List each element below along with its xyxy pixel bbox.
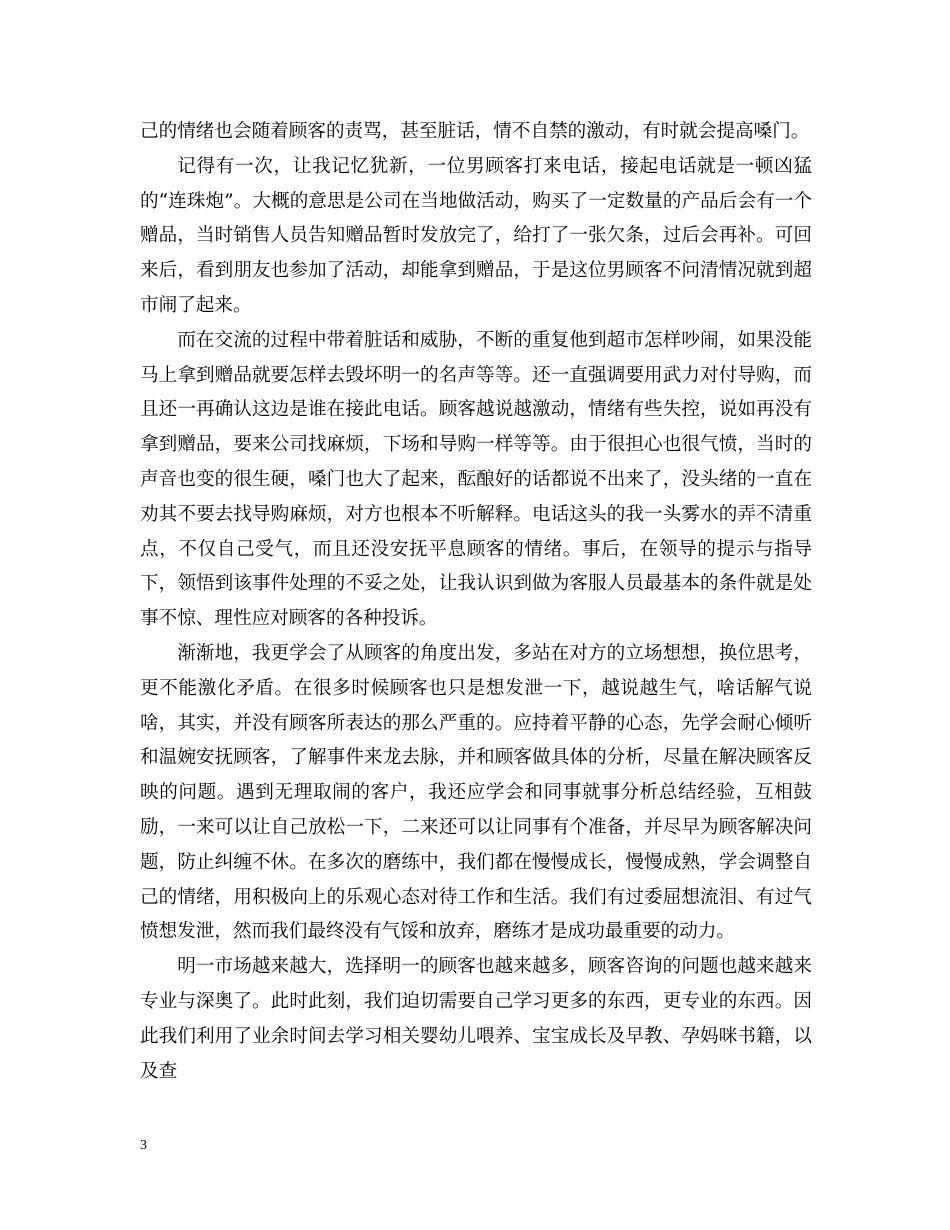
body-text (140, 115, 812, 1089)
paragraph-continued: 己的情绪也会随着顾客的责骂，甚至脏话，情不自禁的激动，有时就会提高嗓门。 (140, 121, 810, 142)
paragraph: 而在交流的过程中带着脏话和威胁，不断的重复他到超市怎样吵闹，如果没能马上拿到赠品就要怎样去毁坏明一的名声等等。还一直强调要用武力对付导购，而且还一再确认这边是谁在接此电话。顾客越说越激动，情绪有些失控，说如再没有拿到赠品，要来公司找麻烦，下场和导购一样等等。由于很担心也很气愤，当时的声音也变的很生硬，嗓门也大了起来，酝酿好的话都说不出来了，没头绪的一直在劝其不要去找导购麻烦，对方也根本不听解释。电话这头的我一头雾水的弄不清重点，不仅自己受气，而且还没安抚平息顾客的情绪。事后，在领导的提示与指导下，领悟到该事件处理的不妥之处，让我认识到做为客服人员最基本的条件就是处事不惊、理性应对顾客的各种投诉。 (140, 329, 812, 630)
paragraph: 明一市场越来越大，选择明一的顾客也越来越多，顾客咨询的问题也越来越来专业与深奥了。此时此刻，我们迫切需要自己学习更多的东西，更专业的东西。因此我们利用了业余时间去学习相关婴幼儿喂养、宝宝成长及早教、孕妈咪书籍，以及查 (140, 956, 812, 1082)
page-number: 3 (140, 1138, 147, 1153)
paragraph: 记得有一次，让我记忆犹新，一位男顾客打来电话，接起电话就是一顿凶猛的“连珠炮”。大概的意思是公司在当地做活动，购买了一定数量的产品后会有一个赠品，当时销售人员告知赠品暂时发放完了，给打了一张欠条，过后会再补。可回来后，看到朋友也参加了活动，却能拿到赠品，于是这位男顾客不问清情况就到超市闹了起来。 (140, 155, 812, 316)
paragraph: 渐渐地，我更学会了从顾客的角度出发，多站在对方的立场想想，换位思考，更不能激化矛盾。在很多时候顾客也只是想发泄一下，越说越生气，啥话解气说啥，其实，并没有顾客所表达的那么严重的。应持着平静的心态，先学会耐心倾听和温婉安抚顾客，了解事件来龙去脉，并和顾客做具体的分析，尽量在解决顾客反映的问题。遇到无理取闹的客户，我还应学会和同事就事分析总结经验，互相鼓励，一来可以让自己放松一下，二来还可以让同事有个准备，并尽早为顾客解决问题，防止纠缠不休。在多次的磨练中，我们都在慢慢成长，慢慢成熟，学会调整自己的情绪，用积极向上的乐观心态对待工作和生活。我们有过委屈想流泪、有过气愤想发泄，然而我们最终没有气馁和放弃，磨练才是成功最重要的动力。 (140, 642, 812, 943)
